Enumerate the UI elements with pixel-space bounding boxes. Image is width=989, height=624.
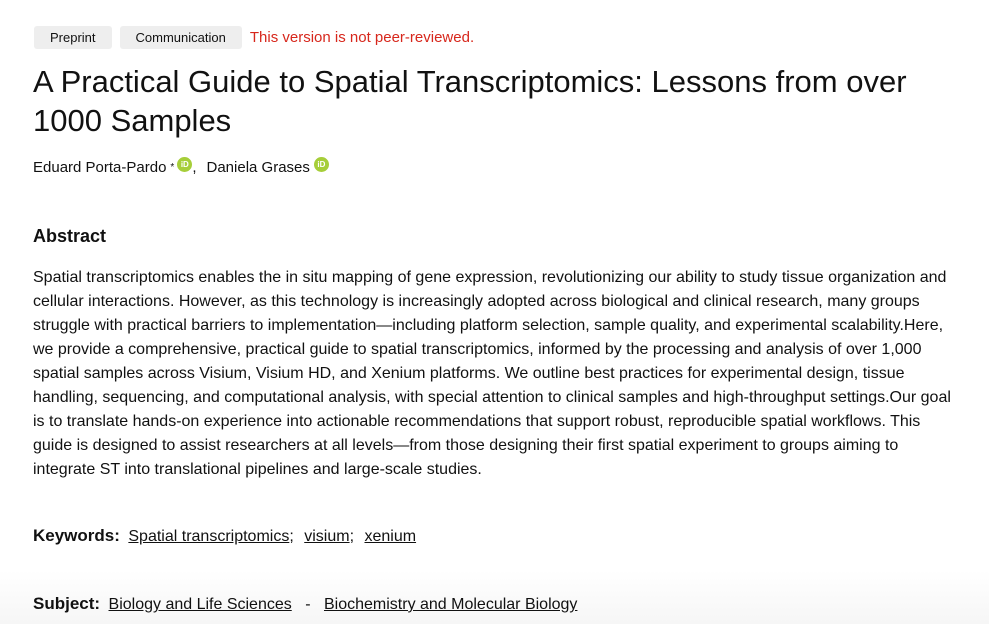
abstract-text: Spatial transcriptomics enables the in situ mapping of gene expression, revolutionizing our ability to study tissue organization and cellular interactions. However, as this technology is increasingly adopted across biological and clinical research, many groups struggle with practical barriers to implementation—including platform selection, sample quality, and experimental scalability.Here, we provide a comprehensive, practical guide to spatial transcriptomics, informed by the processing and analysis of over 1,000 spatial samples across Visium, Visium HD, and Xenium platforms. We outline best practices for experimental design, tissue handling, sequencing, and computational analysis, with special attention to clinical samples and high-throughput settings.Our goal is to translate hands-on experience into actionable recommendations that support robust, reproducible spatial workflows. This guide is designed to assist researchers at all levels—from those designing their first spatial experiment to groups aiming to integrate ST into translational pipelines and large-scale studies. xyxy=(33,269,951,478)
communication-tag: Communication xyxy=(120,26,242,49)
subject-link[interactable]: Biochemistry and Molecular Biology xyxy=(323,596,578,613)
preprint-tag: Preprint xyxy=(34,26,112,49)
keyword-separator: ; xyxy=(349,528,355,545)
peer-review-warning: This version is not peer-reviewed. xyxy=(249,29,475,46)
tag-row xyxy=(33,26,474,49)
orcid-icon[interactable]: iD xyxy=(314,157,329,172)
author-link[interactable]: Daniela Grases xyxy=(206,159,310,176)
keywords-label: Keywords: xyxy=(33,526,120,545)
keyword-separator: ; xyxy=(289,528,294,545)
article-title: A Practical Guide to Spatial Transcriptomics: Lessons from over 1000 Samples xyxy=(33,64,907,138)
subject-separator: - xyxy=(305,596,311,613)
abstract-heading: Abstract xyxy=(33,226,107,246)
orcid-icon[interactable]: iD xyxy=(177,157,192,172)
subject-link[interactable]: Biology and Life Sciences xyxy=(108,596,292,613)
corresponding-author-marker: * xyxy=(170,162,175,173)
subject-label: Subject: xyxy=(33,594,101,613)
author-list xyxy=(33,159,329,176)
author-separator: , xyxy=(192,159,197,176)
subject-row xyxy=(33,594,577,614)
author-link[interactable]: Eduard Porta-Pardo xyxy=(33,159,167,176)
keywords-row xyxy=(33,526,416,546)
keyword-link[interactable]: visium xyxy=(304,528,350,545)
keyword-link[interactable]: Spatial transcriptomics xyxy=(128,528,290,545)
keyword-link[interactable]: xenium xyxy=(364,528,417,545)
